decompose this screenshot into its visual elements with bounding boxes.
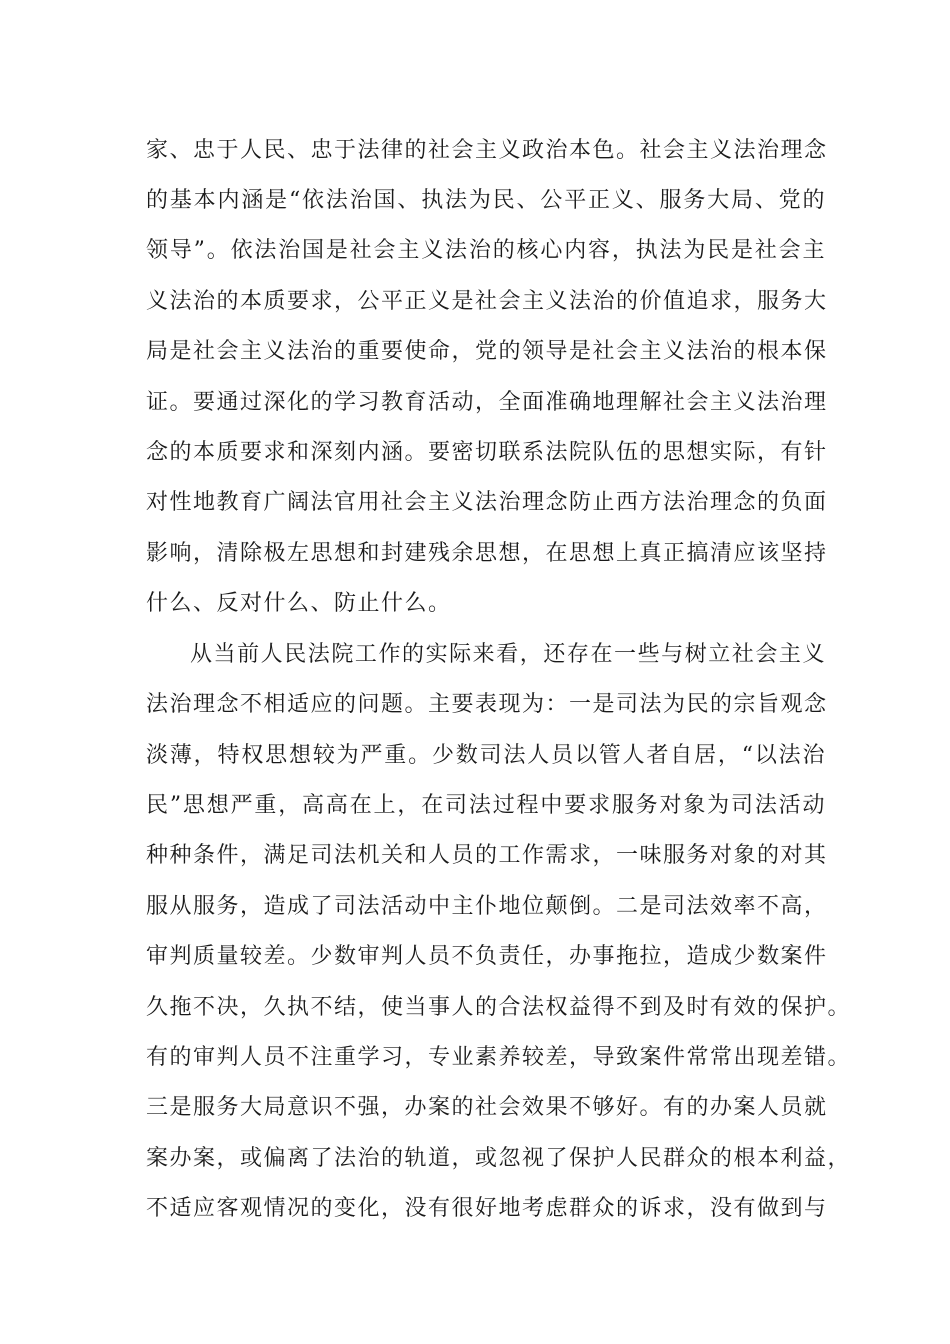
text-line: 法治理念不相适应的问题。主要表现为：一是司法为民的宗旨观念: [146, 692, 828, 717]
text-line: 对性地教育广阔法官用社会主义法治理念防止西方法治理念的负面: [146, 490, 828, 515]
text-line: 局是社会主义法治的重要使命，党的领导是社会主义法治的根本保: [146, 339, 828, 364]
text-line: 有的审判人员不注重学习，专业素养较差，导致案件常常出现差错。: [146, 1045, 852, 1070]
text-line: 三是服务大局意识不强，办案的社会效果不够好。有的办案人员就: [146, 1095, 828, 1120]
text-line: 什么、反对什么、防止什么。: [146, 591, 452, 616]
text-line: 淡薄，特权思想较为严重。少数司法人员以管人者自居，“以法治: [146, 743, 826, 768]
text-line: 审判质量较差。少数审判人员不负责任，办事拖拉，造成少数案件: [146, 944, 828, 969]
text-line: 久拖不决，久执不结，使当事人的合法权益得不到及时有效的保护。: [146, 995, 852, 1020]
paragraph-first-line: 从当前人民法院工作的实际来看，还存在一些与树立社会主义: [190, 642, 826, 667]
text-line: 案办案，或偏离了法治的轨道，或忽视了保护人民群众的根本利益，: [146, 1146, 852, 1171]
text-line: 领导”。依法治国是社会主义法治的核心内容，执法为民是社会主: [146, 238, 826, 263]
text-line: 服从服务，造成了司法活动中主仆地位颠倒。二是司法效率不高，: [146, 894, 828, 919]
text-line: 念的本质要求和深刻内涵。要密切联系法院队伍的思想实际，有针: [146, 440, 828, 465]
text-line: 家、忠于人民、忠于法律的社会主义政治本色。社会主义法治理念: [146, 138, 828, 163]
text-line: 证。要通过深化的学习教育活动，全面准确地理解社会主义法治理: [146, 390, 828, 415]
text-line: 不适应客观情况的变化，没有很好地考虑群众的诉求，没有做到与: [146, 1196, 828, 1221]
text-line: 的基本内涵是“依法治国、执法为民、公平正义、服务大局、党的: [146, 188, 826, 213]
text-line: 影响，清除极左思想和封建残余思想，在思想上真正搞清应该坚持: [146, 541, 828, 566]
text-line: 义法治的本质要求，公平正义是社会主义法治的价值追求，服务大: [146, 289, 828, 314]
text-line: 种种条件，满足司法机关和人员的工作需求，一味服务对象的对其: [146, 843, 828, 868]
text-line: 民”思想严重，高高在上，在司法过程中要求服务对象为司法活动: [146, 793, 826, 818]
